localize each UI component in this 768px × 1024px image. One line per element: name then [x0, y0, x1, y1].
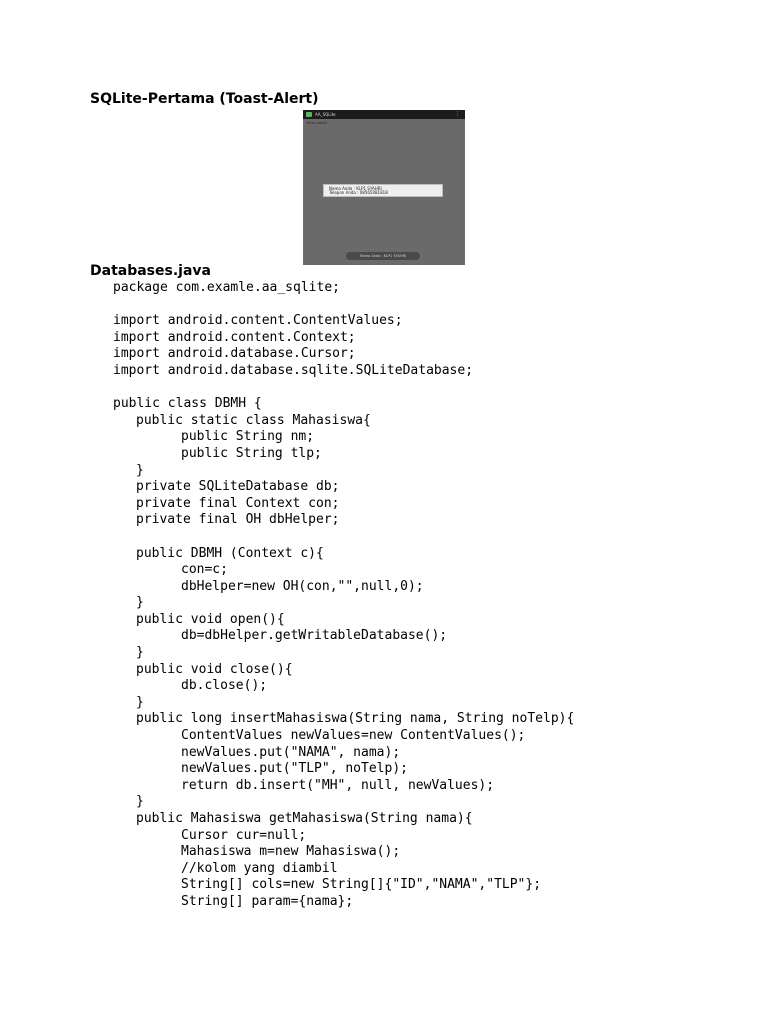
code-line	[0, 778, 768, 795]
code-text: public class DBMH {	[113, 396, 262, 412]
code-line	[0, 313, 768, 330]
code-text: import android.database.Cursor;	[113, 346, 356, 362]
code-text: private final OH dbHelper;	[136, 512, 340, 528]
code-text: db=dbHelper.getWritableDatabase();	[181, 628, 448, 644]
code-line	[0, 828, 768, 845]
code-text: public void open(){	[136, 611, 285, 627]
android-app-icon	[306, 112, 312, 117]
code-text: public DBMH (Context c){	[136, 545, 324, 561]
app-body-text: Hello world!	[306, 121, 328, 125]
code-line	[0, 877, 768, 894]
code-text: private final Context con;	[136, 495, 340, 511]
app-bar	[303, 110, 465, 119]
code-text: private SQLiteDatabase db;	[136, 479, 340, 495]
code-line	[0, 363, 768, 380]
code-line	[0, 429, 768, 446]
code-line	[0, 612, 768, 629]
code-line	[0, 794, 768, 811]
code-line	[0, 844, 768, 861]
code-line	[0, 695, 768, 712]
app-title: AA_SQLite	[315, 112, 336, 117]
code-text: }	[136, 462, 144, 478]
toast-message: Nama Anda : KLP1 SYAHRI	[346, 252, 420, 260]
code-line	[0, 396, 768, 413]
code-line	[0, 479, 768, 496]
code-line	[0, 297, 768, 314]
code-line	[0, 662, 768, 679]
code-text: import android.database.sqlite.SQLiteDatabase;	[113, 362, 474, 378]
code-line	[0, 579, 768, 596]
code-line	[0, 346, 768, 363]
code-line	[0, 861, 768, 878]
code-line	[0, 529, 768, 546]
code-line	[0, 496, 768, 513]
code-text: public void close(){	[136, 661, 293, 677]
code-text: //kolom yang diambil	[181, 860, 338, 876]
code-line	[0, 463, 768, 480]
code-text: public String nm;	[181, 429, 315, 445]
code-line	[0, 280, 768, 297]
code-line	[0, 512, 768, 529]
alert-dialog	[323, 184, 443, 197]
code-text: public long insertMahasiswa(String nama, String noTelp){	[136, 711, 575, 727]
code-line	[0, 380, 768, 397]
code-line	[0, 745, 768, 762]
code-text: String[] param={nama};	[181, 893, 354, 909]
code-line	[0, 894, 768, 911]
code-line	[0, 330, 768, 347]
code-listing	[0, 280, 768, 911]
code-text: }	[136, 794, 144, 810]
file-title: Databases.java	[90, 263, 211, 279]
code-line	[0, 413, 768, 430]
code-text: String[] cols=new String[]{"ID","NAMA","TLP"};	[181, 877, 542, 893]
code-line	[0, 595, 768, 612]
code-line	[0, 711, 768, 728]
code-line	[0, 628, 768, 645]
code-line	[0, 761, 768, 778]
overflow-menu-icon: ⋮	[455, 111, 460, 117]
code-text: Mahasiswa m=new Mahasiswa();	[181, 844, 401, 860]
code-line	[0, 546, 768, 563]
dialog-phone-line: Telepon Anda : 08565081818	[329, 190, 388, 195]
code-text: newValues.put("TLP", noTelp);	[181, 761, 408, 777]
code-text: }	[136, 595, 144, 611]
dialog-name-line: Nama Anda : KLP1 SYAHRI	[329, 186, 382, 191]
document-title: SQLite-Pertama (Toast-Alert)	[90, 91, 319, 107]
code-text: dbHelper=new OH(con,"",null,0);	[181, 578, 424, 594]
code-line	[0, 678, 768, 695]
code-line	[0, 645, 768, 662]
code-text: public static class Mahasiswa{	[136, 412, 371, 428]
code-text: newValues.put("NAMA", nama);	[181, 744, 401, 760]
code-text: package com.examle.aa_sqlite;	[113, 280, 340, 295]
code-text: return db.insert("MH", null, newValues);	[181, 777, 495, 793]
code-text: Cursor cur=null;	[181, 827, 307, 843]
code-text: con=c;	[181, 562, 228, 578]
code-line	[0, 728, 768, 745]
code-text: db.close();	[181, 678, 268, 694]
code-line	[0, 446, 768, 463]
code-line	[0, 811, 768, 828]
code-text: public String tlp;	[181, 445, 322, 461]
app-screenshot	[303, 110, 465, 265]
code-text: }	[136, 645, 144, 661]
code-line	[0, 562, 768, 579]
code-text: import android.content.Context;	[113, 329, 356, 345]
code-text: import android.content.ContentValues;	[113, 313, 403, 329]
code-text: }	[136, 694, 144, 710]
code-text: public Mahasiswa getMahasiswa(String nama){	[136, 811, 473, 826]
code-text: ContentValues newValues=new ContentValues();	[181, 728, 526, 744]
